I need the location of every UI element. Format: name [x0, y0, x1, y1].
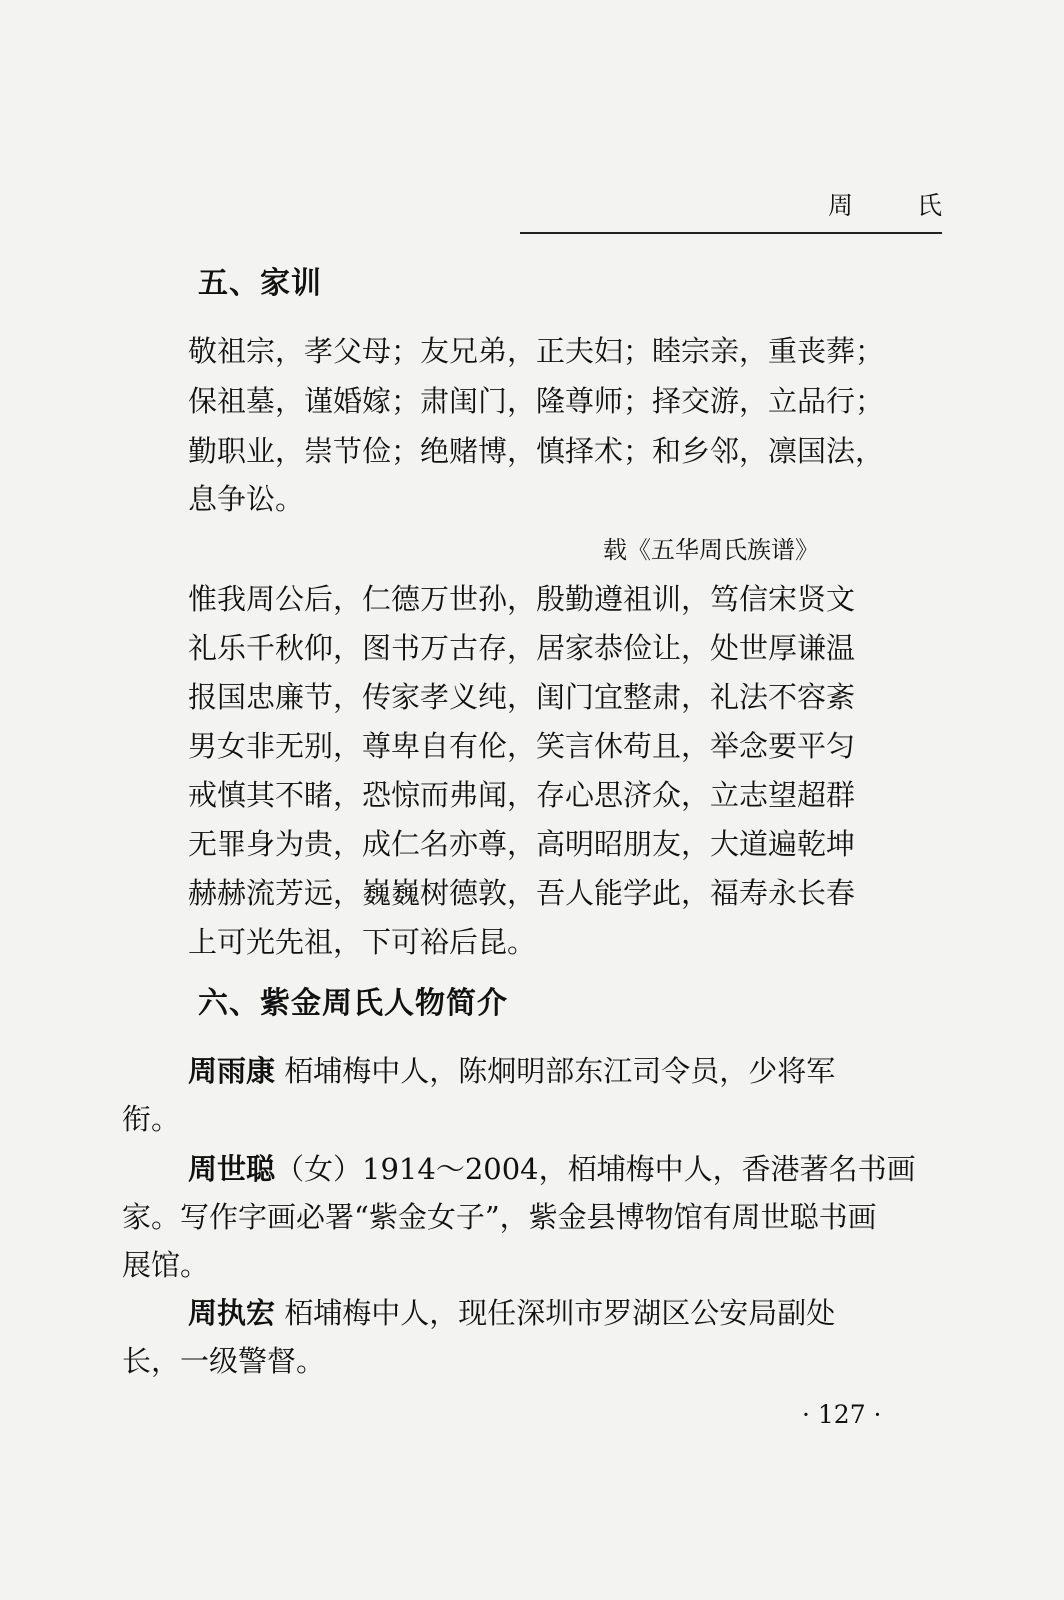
paragraph-line: 敬祖宗，孝父母；友兄弟，正夫妇；睦宗亲，重丧葬；	[188, 334, 885, 368]
bio-text: 栢埔梅中人，现任深圳市罗湖区公安局副处	[275, 1296, 836, 1330]
page-number: · 127 ·	[802, 1400, 882, 1429]
source-citation: 载《五华周氏族谱》	[603, 536, 819, 564]
poem-line: 报国忠廉节，传家孝义纯，闺门宜整肃，礼法不容紊	[188, 680, 856, 714]
bio-entry-line	[188, 1292, 835, 1334]
paragraph-line: 息争讼。	[188, 482, 305, 516]
bio-text-line: 衔。	[122, 1102, 181, 1136]
bio-name: 周世聪	[188, 1152, 276, 1186]
section-title-family-instructions: 五、家训	[198, 266, 322, 301]
bio-text-line: 家。写作字画必署“紫金女子”，紫金县博物馆有周世聪书画	[122, 1200, 877, 1234]
poem-line: 上可光先祖，下可裕后昆。	[188, 925, 537, 959]
bio-entry-line	[188, 1050, 835, 1092]
bio-text-line: 长，一级警督。	[122, 1344, 326, 1378]
bio-entry-line	[188, 1148, 916, 1190]
bio-name: 周雨康	[188, 1054, 276, 1088]
poem-line: 男女非无别，尊卑自有伦，笑言休苟且，举念要平匀	[188, 729, 856, 763]
family-poem	[188, 578, 928, 970]
poem-line: 赫赫流芳远，巍巍树德敦，吾人能学此，福寿永长春	[188, 876, 856, 910]
paragraph-line: 保祖墓，谨婚嫁；肃闺门，隆尊师；择交游，立品行；	[188, 384, 885, 418]
poem-line: 礼乐千秋仰，图书万古存，居家恭俭让，处世厚谦温	[188, 631, 856, 665]
poem-line: 无罪身为贵，成仁名亦尊，高明昭朋友，大道遍乾坤	[188, 827, 856, 861]
bio-text-line: 展馆。	[122, 1248, 210, 1282]
running-head: 周 氏	[828, 191, 970, 220]
bio-text: （女）1914～2004，栢埔梅中人，香港著名书画	[275, 1152, 916, 1186]
poem-line: 戒慎其不睹，恐惊而弗闻，存心思济众，立志望超群	[188, 778, 856, 812]
paragraph-line: 勤职业，崇节俭；绝赌博，慎择术；和乡邻，凛国法，	[188, 434, 885, 468]
bio-text: 栢埔梅中人，陈炯明部东江司令员，少将军	[275, 1054, 836, 1088]
header-rule	[520, 232, 942, 234]
section-title-biographies: 六、紫金周氏人物简介	[198, 986, 508, 1021]
bio-name: 周执宏	[188, 1296, 276, 1330]
poem-line: 惟我周公后，仁德万世孙，殷勤遵祖训，笃信宋贤文	[188, 582, 856, 616]
